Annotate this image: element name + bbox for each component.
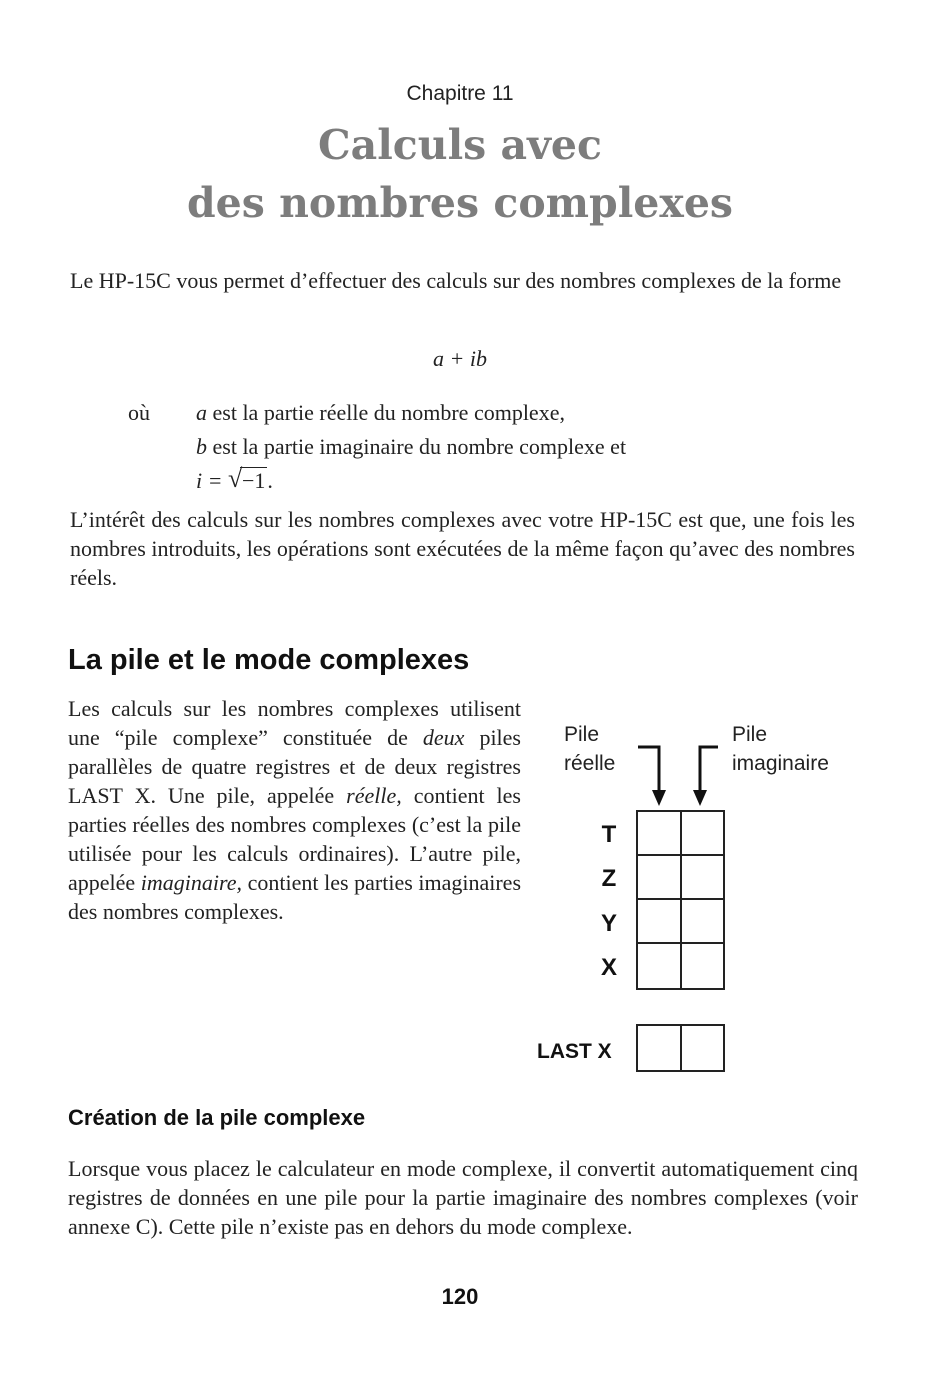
var-b: b [196,434,207,459]
register-label-z: Z [601,865,617,892]
real-register-t [636,810,682,856]
definition-a-text: est la partie réelle du nombre complexe, [207,400,565,425]
stack-paragraph: Les calculs sur les nombres complexes utilisent une “pile complexe” constituée de deux piles parallèles de quatre registres et de deux registres LAST X. Une pile, appelée réelle, contient les parties réelles des nombres complexes (c’est la pile utilisée pour les calculs ordinaires). L’autre pile, appelée imaginaire, contient les parties imaginaires des nombres complexes. [68,696,522,924]
imaginary-register-last-x [680,1024,725,1072]
radical-sign: √ [227,464,243,493]
intro-paragraph: Le HP-15C vous permet d’effectuer des calculs sur des nombres complexes de la forme [70,268,842,293]
imaginary-stack-label: Pile imaginaire [732,723,829,775]
complex-stack-diagram [530,720,870,1080]
var-a: a [196,400,207,425]
emphasis-reelle: réelle, [346,783,402,808]
subsection-heading: Création de la pile complexe [68,1105,366,1130]
definition-i-lhs: i = [196,468,228,493]
real-stack-label: Pile réelle [564,723,616,775]
page-number: 120 [441,1284,479,1309]
definition-i: i = √ −1. [196,464,273,493]
real-register-x [636,942,682,990]
section-heading: La pile et le mode complexes [68,644,470,676]
chapter-title-line-2: des nombres complexes [187,179,733,227]
register-label-y: Y [600,910,617,937]
where-word: où [128,400,150,425]
emphasis-imaginaire: imaginaire, [140,870,243,895]
real-register-last-x [636,1024,682,1072]
imaginary-register-t [680,810,725,856]
complex-form-formula: a + ib [433,346,487,371]
register-label-t: T [601,821,617,848]
chapter-title-line-1: Calculs avec [318,121,602,169]
definition-b-text: est la partie imaginaire du nombre complexe et [207,434,627,459]
chapter-label: Chapitre 11 [406,82,514,105]
real-register-z [636,854,682,900]
radicand: −1 [241,468,266,493]
imaginary-register-x [680,942,725,990]
real-stack-arrow [638,747,666,806]
definitions-block [128,396,828,498]
register-label-x: X [600,954,617,981]
imaginary-stack-arrow [693,747,718,806]
stack-arrows [530,720,870,820]
emphasis-deux: deux [422,725,465,750]
interest-paragraph: L’intérêt des calculs sur les nombres complexes avec votre HP-15C est que, une fois les nombres introduits, les opérations sont exécutées de la même façon qu’avec des nombres réels. [70,507,855,590]
last-x-label: LAST X [537,1040,612,1063]
chapter-title [0,116,920,232]
real-register-y [636,898,682,944]
definition-a [128,396,828,430]
definition-b [128,430,828,464]
creation-paragraph: Lorsque vous placez le calculateur en mode complexe, il convertit automatiquement cinq registres de données en une pile pour la partie imaginaire des nombres complexes (voir annexe C). Cette pile n’existe pas en dehors du mode complexe. [68,1156,858,1239]
imaginary-register-y [680,898,725,944]
imaginary-register-z [680,854,725,900]
